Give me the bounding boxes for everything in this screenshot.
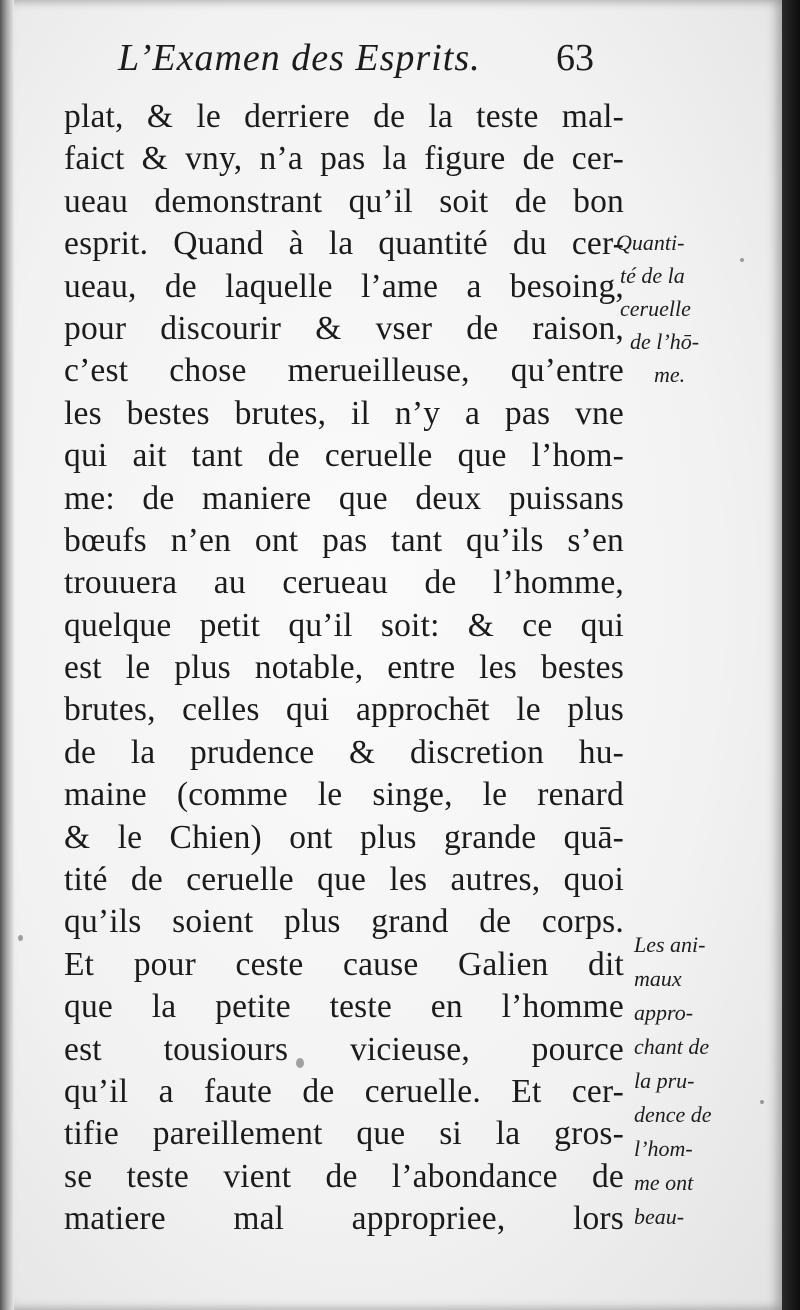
marginal-note-animals xyxy=(634,928,779,1234)
marginal-line: Les ani- xyxy=(634,932,706,957)
marginal-line: appro- xyxy=(634,1000,694,1025)
ink-speck xyxy=(740,258,744,262)
text-line: esprit. Quand à la quantité du cer- xyxy=(64,225,624,263)
text-line: brutes, celles qui approchēt le plus xyxy=(64,691,624,729)
text-line: c’est chose merueilleuse, qu’entre xyxy=(64,352,624,390)
marginal-line: la pru- xyxy=(634,1068,695,1093)
text-line: bœufs n’en ont pas tant qu’ils s’en xyxy=(64,521,624,559)
marginal-line: beau- xyxy=(634,1204,685,1229)
marginal-line: maux xyxy=(634,966,682,991)
text-line: qu’il a faute de ceruelle. Et cer- xyxy=(64,1072,624,1110)
text-line: se teste vient de l’abondance de xyxy=(64,1157,624,1195)
marginal-line: l’hom- xyxy=(634,1136,693,1161)
text-line: plat, & le derriere de la teste mal- xyxy=(64,98,624,135)
text-line: trouuera au cerueau de l’homme, xyxy=(64,564,624,602)
marginal-note-brain-quantity xyxy=(616,226,746,391)
text-line: ueau, de laquelle l’ame a besoing, xyxy=(64,267,624,305)
text-line: faict & vny, n’a pas la figure de cer- xyxy=(64,140,624,178)
text-line: me: de maniere que deux puissans xyxy=(64,479,624,517)
marginal-line: Quanti- xyxy=(616,230,685,255)
text-line: quelque petit qu’il soit: & ce qui xyxy=(64,606,624,644)
ink-speck xyxy=(18,935,23,941)
text-line: est le plus notable, entre les bestes xyxy=(64,649,624,687)
marginal-line: chant de xyxy=(634,1034,710,1059)
ink-speck xyxy=(296,1058,304,1068)
text-line: tifie pareillement que si la gros- xyxy=(64,1115,624,1153)
page-edge-dark xyxy=(782,0,800,1310)
page-gutter-shadow xyxy=(0,0,14,1310)
text-line: est tousiours vicieuse, pource xyxy=(64,1030,624,1068)
marginal-line: me ont xyxy=(634,1170,694,1195)
marginal-line: ceruelle xyxy=(620,296,691,321)
text-line: qui ait tant de ceruelle que l’hom- xyxy=(64,437,624,475)
text-line: pour discourir & vser de raison, xyxy=(64,309,624,347)
text-line: matiere mal appropriee, lors xyxy=(64,1200,624,1238)
marginal-line: té de la xyxy=(620,263,685,288)
text-line: les bestes brutes, il n’y a pas vne xyxy=(64,394,624,432)
text-line: maine (comme le singe, le renard xyxy=(64,776,624,814)
page-header xyxy=(0,36,782,86)
marginal-line: dence de xyxy=(634,1102,712,1127)
text-line: tité de ceruelle que les autres, quoi xyxy=(64,861,624,899)
text-line: Et pour ceste cause Galien dit xyxy=(64,945,624,983)
page-number: 63 xyxy=(556,37,594,79)
text-line: de la prudence & discretion hu- xyxy=(64,733,624,771)
ink-speck xyxy=(760,1100,764,1104)
text-line: qu’ils soient plus grand de corps. xyxy=(64,903,624,941)
text-line: & le Chien) ont plus grande quā- xyxy=(64,818,624,856)
text-line: que la petite teste en l’homme xyxy=(64,988,624,1026)
text-line: ueau demonstrant qu’il soit de bon xyxy=(64,182,624,220)
running-title: L’Examen des Esprits. xyxy=(118,37,481,79)
marginal-line: me. xyxy=(654,362,686,387)
body-text xyxy=(64,96,624,1241)
marginal-line: de l’hō- xyxy=(630,329,700,354)
